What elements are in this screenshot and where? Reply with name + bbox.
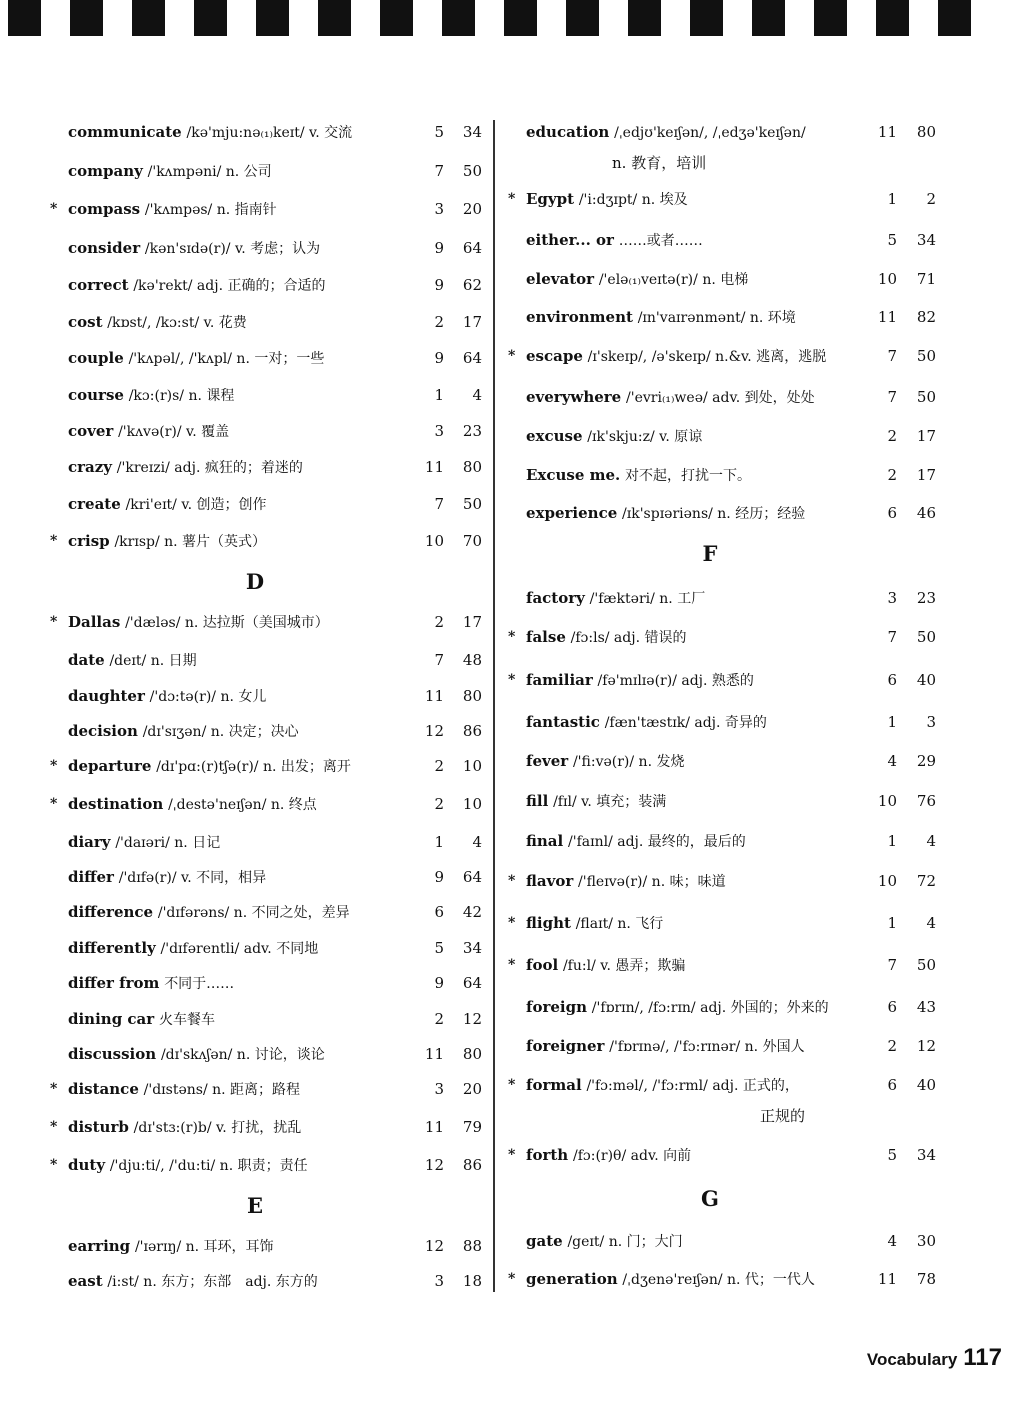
definition: /'fɒrɪnə/, /'fɔ:rɪnər/ n. 外国人 (609, 1039, 805, 1055)
headword: decision (68, 722, 138, 740)
definition: /kə'mju:nə₍₁₎keɪt/ v. 交流 (186, 125, 353, 141)
unit-number: 5 (434, 123, 444, 141)
headword: fool (526, 956, 559, 974)
headword: cost (68, 313, 103, 331)
definition: ……或者…… (618, 233, 703, 249)
unit-number: 11 (424, 1045, 444, 1063)
headword: factory (526, 589, 585, 607)
unit-number: 11 (424, 687, 444, 705)
definition: 不同于…… (164, 976, 235, 992)
page-reference: 86 (462, 1156, 482, 1174)
page-reference: 23 (462, 422, 482, 440)
definition: /'dɔ:tə(r)/ n. 女儿 (149, 689, 267, 705)
unit-number: 12 (424, 1237, 444, 1255)
page-reference: 80 (916, 123, 936, 141)
page-reference: 29 (916, 752, 936, 770)
definition: /ɪn'vaɪrənmənt/ n. 环境 (637, 310, 796, 326)
headword: flight (526, 914, 571, 932)
headword: correct (68, 276, 129, 294)
unit-number: 5 (887, 1146, 897, 1164)
page-reference: 34 (462, 123, 482, 141)
definition: /'fleɪvə(r)/ n. 味；味道 (578, 874, 726, 890)
unit-number: 2 (434, 613, 444, 631)
definition: /fu:l/ v. 愚弄；欺骗 (562, 958, 686, 974)
definition: /'ɪərɪŋ/ n. 耳环，耳饰 (134, 1239, 274, 1255)
headword: differ from (68, 974, 160, 992)
page-reference: 34 (462, 939, 482, 957)
unit-number: 7 (434, 162, 444, 180)
page-reference: 4 (472, 386, 482, 404)
page-reference: 23 (916, 589, 936, 607)
headword: flavor (526, 872, 574, 890)
starred-marker: * (50, 1081, 58, 1097)
unit-number: 6 (887, 671, 897, 689)
definition-continued: 正规的 (760, 1107, 806, 1125)
page-reference: 17 (462, 313, 482, 331)
definition: /'i:dʒɪpt/ n. 埃及 (578, 192, 688, 208)
unit-number: 1 (887, 914, 897, 932)
page-reference: 4 (926, 914, 936, 932)
definition: /'faɪnl/ adj. 最终的，最后的 (568, 834, 746, 850)
headword: generation (526, 1270, 618, 1288)
unit-number: 1 (887, 190, 897, 208)
definition: /dɪ'skʌʃən/ n. 讨论，谈论 (160, 1047, 325, 1063)
unit-number: 9 (434, 349, 444, 367)
definition: /'dju:ti/, /'du:ti/ n. 职责；责任 (109, 1158, 308, 1174)
definition: /fɪl/ v. 填充；装满 (553, 794, 667, 810)
headword: date (68, 651, 105, 669)
column-divider (493, 120, 495, 1292)
unit-number: 7 (887, 956, 897, 974)
page-reference: 40 (916, 671, 936, 689)
definition: /'fi:və(r)/ n. 发烧 (572, 754, 685, 770)
headword: foreign (526, 998, 587, 1016)
page-reference: 50 (916, 347, 936, 365)
starred-marker: * (50, 758, 58, 774)
definition: /ˌedjʊ'keɪʃən/, /ˌedʒə'keɪʃən/ (614, 125, 806, 141)
headword: fill (526, 792, 549, 810)
definition: /ˌdʒenə'reɪʃən/ n. 代；一代人 (622, 1272, 815, 1288)
unit-number: 9 (434, 239, 444, 257)
headword: formal (526, 1076, 582, 1094)
headword: diary (68, 833, 111, 851)
starred-marker: * (50, 614, 58, 630)
definition: /'dɪfə(r)/ v. 不同，相异 (118, 870, 267, 886)
unit-number: 7 (887, 628, 897, 646)
unit-number: 6 (434, 903, 444, 921)
definition: /kə'rekt/ adj. 正确的；合适的 (133, 278, 326, 294)
unit-number: 6 (887, 998, 897, 1016)
headword: gate (526, 1232, 563, 1250)
page-reference: 18 (462, 1272, 482, 1290)
unit-number: 1 (434, 833, 444, 851)
page-reference: 17 (462, 613, 482, 631)
unit-number: 7 (434, 651, 444, 669)
page-reference: 50 (916, 388, 936, 406)
headword: company (68, 162, 143, 180)
unit-number: 7 (434, 495, 444, 513)
headword: either... or (526, 231, 614, 249)
unit-number: 11 (424, 1118, 444, 1136)
page-reference: 80 (462, 1045, 482, 1063)
page-reference: 43 (916, 998, 936, 1016)
definition: /'kreɪzi/ adj. 疯狂的；着迷的 (116, 460, 303, 476)
headword: elevator (526, 270, 595, 288)
definition: /'daɪəri/ n. 日记 (115, 835, 221, 851)
unit-number: 2 (434, 1010, 444, 1028)
unit-number: 10 (877, 872, 897, 890)
definition: /ˌdestə'neɪʃən/ n. 终点 (168, 797, 317, 813)
unit-number: 11 (877, 308, 897, 326)
unit-number: 2 (887, 466, 897, 484)
headword: daughter (68, 687, 145, 705)
headword: departure (68, 757, 152, 775)
definition: /dɪ'pɑ:(r)tʃə(r)/ n. 出发；离开 (156, 759, 351, 775)
starred-marker: * (508, 915, 516, 931)
headword: final (526, 832, 564, 850)
page-reference: 88 (462, 1237, 482, 1255)
page-reference: 64 (462, 349, 482, 367)
starred-marker: * (508, 957, 516, 973)
headword: cover (68, 422, 114, 440)
page-reference: 42 (462, 903, 482, 921)
unit-number: 5 (434, 939, 444, 957)
unit-number: 2 (434, 757, 444, 775)
starred-marker: * (50, 201, 58, 217)
definition: /'fæktəri/ n. 工厂 (589, 591, 706, 607)
page-reference: 30 (916, 1232, 936, 1250)
page-reference: 82 (916, 308, 936, 326)
definition: /kɔ:(r)s/ n. 课程 (128, 388, 235, 404)
unit-number: 12 (424, 1156, 444, 1174)
definition: /kən'sɪdə(r)/ v. 考虑；认为 (144, 241, 321, 257)
page-reference: 70 (462, 532, 482, 550)
page-reference: 34 (916, 231, 936, 249)
headword: create (68, 495, 121, 513)
unit-number: 5 (887, 231, 897, 249)
page-reference: 2 (926, 190, 936, 208)
definition: 对不起，打扰一下。 (625, 468, 752, 484)
headword: destination (68, 795, 164, 813)
section-letter: D (245, 569, 265, 594)
headword: course (68, 386, 124, 404)
headword: everywhere (526, 388, 622, 406)
definition: /deɪt/ n. 日期 (109, 653, 197, 669)
page-reference: 64 (462, 974, 482, 992)
unit-number: 3 (887, 589, 897, 607)
unit-number: 2 (434, 795, 444, 813)
spiral-binding-strip (0, 0, 1024, 36)
page-reference: 12 (916, 1037, 936, 1055)
headword: distance (68, 1080, 139, 1098)
page-reference: 10 (462, 795, 482, 813)
unit-number: 1 (434, 386, 444, 404)
definition: /dɪ'sɪʒən/ n. 决定；决心 (142, 724, 299, 740)
page-reference: 50 (462, 495, 482, 513)
page-reference: 72 (916, 872, 936, 890)
definition: /kri'eɪt/ v. 创造；创作 (125, 497, 267, 513)
page-reference: 71 (916, 270, 936, 288)
page-reference: 64 (462, 868, 482, 886)
definition: 火车餐车 (158, 1012, 215, 1028)
definition: /'evri₍₁₎weə/ adv. 到处，处处 (626, 390, 815, 406)
page-reference: 17 (916, 466, 936, 484)
headword: compass (68, 200, 141, 218)
definition: /fɔ:ls/ adj. 错误的 (570, 630, 687, 646)
definition: /'elə₍₁₎veɪtə(r)/ n. 电梯 (598, 272, 749, 288)
definition: /dɪ'stɜ:(r)b/ v. 打扰，扰乱 (133, 1120, 302, 1136)
page-reference: 62 (462, 276, 482, 294)
unit-number: 3 (434, 422, 444, 440)
unit-number: 7 (887, 347, 897, 365)
definition: /flaɪt/ n. 飞行 (575, 916, 664, 932)
page-reference: 3 (926, 713, 936, 731)
headword: Egypt (526, 190, 575, 208)
page-reference: 12 (462, 1010, 482, 1028)
headword: east (68, 1272, 103, 1290)
headword: experience (526, 504, 618, 522)
headword: Excuse me. (526, 466, 621, 484)
page-reference: 48 (462, 651, 482, 669)
headword: difference (68, 903, 154, 921)
page-reference: 46 (916, 504, 936, 522)
unit-number: 3 (434, 200, 444, 218)
headword: false (526, 628, 566, 646)
headword: disturb (68, 1118, 129, 1136)
headword: communicate (68, 123, 182, 141)
headword: dining car (68, 1010, 155, 1028)
unit-number: 9 (434, 974, 444, 992)
page-reference: 76 (916, 792, 936, 810)
unit-number: 6 (887, 504, 897, 522)
starred-marker: * (50, 1119, 58, 1135)
starred-marker: * (508, 1077, 516, 1093)
unit-number: 11 (877, 123, 897, 141)
unit-number: 3 (434, 1272, 444, 1290)
definition: /geɪt/ n. 门；大门 (567, 1234, 683, 1250)
headword: environment (526, 308, 633, 326)
unit-number: 11 (877, 1270, 897, 1288)
section-letter: G (701, 1186, 719, 1211)
page-footer (867, 1344, 1002, 1372)
starred-marker: * (508, 1147, 516, 1163)
definition-continued: n. 教育，培训 (612, 154, 707, 172)
definition: /'dɪstəns/ n. 距离；路程 (143, 1082, 301, 1098)
definition: /ɪk'spɪəriəns/ n. 经历；经验 (622, 506, 806, 522)
headword: differ (68, 868, 114, 886)
unit-number: 12 (424, 722, 444, 740)
page-reference: 79 (462, 1118, 482, 1136)
definition: /'kʌpəl/, /'kʌpl/ n. 一对；一些 (128, 351, 325, 367)
page-reference: 50 (462, 162, 482, 180)
definition: /'fɒrɪn/, /fɔ:rɪn/ adj. 外国的；外来的 (591, 1000, 829, 1016)
definition: /krɪsp/ n. 薯片（英式） (114, 534, 267, 550)
starred-marker: * (508, 629, 516, 645)
unit-number: 4 (887, 1232, 897, 1250)
page-reference: 78 (916, 1270, 936, 1288)
unit-number: 10 (877, 270, 897, 288)
headword: education (526, 123, 610, 141)
definition: /kɒst/, /kɔ:st/ v. 花费 (107, 315, 247, 331)
unit-number: 9 (434, 276, 444, 294)
definition: /fɔ:(r)θ/ adv. 向前 (572, 1148, 692, 1164)
page-reference: 20 (462, 1080, 482, 1098)
footer-label: Vocabulary (866, 1350, 958, 1369)
unit-number: 1 (887, 713, 897, 731)
page-reference: 50 (916, 628, 936, 646)
unit-number: 7 (887, 388, 897, 406)
headword: forth (526, 1146, 569, 1164)
page-reference: 64 (462, 239, 482, 257)
unit-number: 4 (887, 752, 897, 770)
definition: /'kʌmpəs/ n. 指南针 (144, 202, 277, 218)
page-reference: 50 (916, 956, 936, 974)
unit-number: 3 (434, 1080, 444, 1098)
definition: /'dɪfərentli/ adv. 不同地 (160, 941, 319, 957)
headword: foreigner (526, 1037, 605, 1055)
definition: /'dæləs/ n. 达拉斯（美国城市） (125, 615, 329, 631)
starred-marker: * (508, 672, 516, 688)
page-reference: 4 (926, 832, 936, 850)
unit-number: 9 (434, 868, 444, 886)
headword: differently (68, 939, 156, 957)
definition: /fə'mɪlɪə(r)/ adj. 熟悉的 (597, 673, 754, 689)
page-reference: 17 (916, 427, 936, 445)
page-reference: 86 (462, 722, 482, 740)
definition: /'kʌmpəni/ n. 公司 (147, 164, 272, 180)
headword: earring (68, 1237, 131, 1255)
unit-number: 10 (424, 532, 444, 550)
headword: escape (526, 347, 583, 365)
headword: familiar (526, 671, 593, 689)
page-number: 117 (963, 1344, 1002, 1371)
page-reference: 4 (472, 833, 482, 851)
headword: crazy (68, 458, 112, 476)
starred-marker: * (508, 873, 516, 889)
definition: /ɪk'skju:z/ v. 原谅 (587, 429, 703, 445)
unit-number: 2 (887, 1037, 897, 1055)
headword: excuse (526, 427, 583, 445)
unit-number: 10 (877, 792, 897, 810)
page-reference: 80 (462, 458, 482, 476)
definition: /'kʌvə(r)/ v. 覆盖 (118, 424, 230, 440)
definition: /'dɪfərəns/ n. 不同之处，差异 (157, 905, 350, 921)
starred-marker: * (508, 1271, 516, 1287)
starred-marker: * (50, 1157, 58, 1173)
starred-marker: * (50, 533, 58, 549)
definition: /i:st/ n. 东方；东部 adj. 东方的 (107, 1274, 318, 1290)
unit-number: 1 (887, 832, 897, 850)
definition: /ɪ'skeɪp/, /ə'skeɪp/ n.&v. 逃离，逃脱 (587, 349, 827, 365)
page-reference: 40 (916, 1076, 936, 1094)
section-letter: E (246, 1193, 263, 1218)
page-reference: 80 (462, 687, 482, 705)
definition: /'fɔ:məl/, /'fɔ:rml/ adj. 正式的， (586, 1078, 799, 1094)
page-reference: 10 (462, 757, 482, 775)
unit-number: 2 (887, 427, 897, 445)
page-reference: 20 (462, 200, 482, 218)
unit-number: 11 (424, 458, 444, 476)
starred-marker: * (50, 796, 58, 812)
headword: crisp (68, 532, 110, 550)
headword: fantastic (526, 713, 600, 731)
unit-number: 2 (434, 313, 444, 331)
section-letter: F (702, 541, 718, 566)
headword: Dallas (68, 613, 121, 631)
headword: fever (526, 752, 569, 770)
definition: /fæn'tæstɪk/ adj. 奇异的 (604, 715, 767, 731)
headword: consider (68, 239, 141, 257)
starred-marker: * (508, 191, 516, 207)
page-reference: 34 (916, 1146, 936, 1164)
headword: discussion (68, 1045, 157, 1063)
unit-number: 6 (887, 1076, 897, 1094)
headword: duty (68, 1156, 106, 1174)
headword: couple (68, 349, 124, 367)
starred-marker: * (508, 348, 516, 364)
